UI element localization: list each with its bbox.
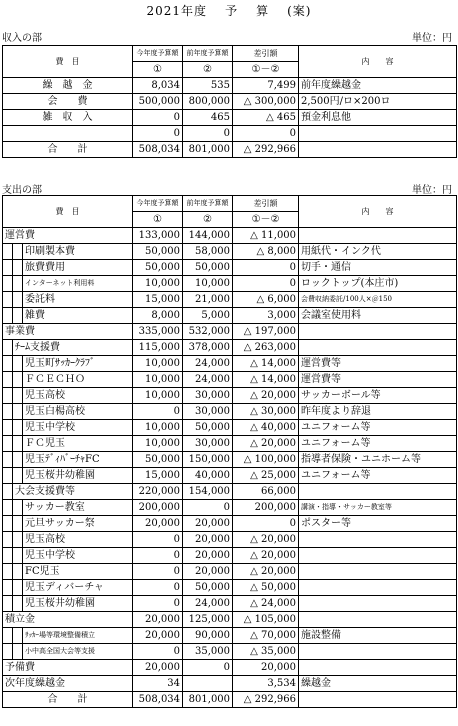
indent-cell xyxy=(13,468,23,484)
row-note: 施設整備 xyxy=(299,628,457,644)
table-row xyxy=(3,676,457,692)
expense-section-label: 支出の部 xyxy=(2,185,42,196)
row-diff: △ 6,000 xyxy=(233,292,299,308)
row-previous: 535 xyxy=(183,78,233,94)
row-note: 運営費等 xyxy=(299,372,457,388)
row-diff: 3,000 xyxy=(233,308,299,324)
row-note: ユニフォーム等 xyxy=(299,436,457,452)
row-diff: △ 8,000 xyxy=(233,244,299,260)
row-note: 会費収納委託/100人×＠150 xyxy=(299,292,457,308)
row-diff: △ 300,000 xyxy=(233,94,299,110)
table-row xyxy=(3,292,457,308)
header-diff: 差引額 xyxy=(233,196,299,212)
indent-cell xyxy=(3,628,13,644)
indent-cell xyxy=(3,420,13,436)
row-diff: △ 70,000 xyxy=(233,628,299,644)
table-row xyxy=(3,436,457,452)
row-current: 20,000 xyxy=(133,660,183,676)
table-row xyxy=(3,110,457,126)
row-current: 335,000 xyxy=(133,324,183,340)
table-row xyxy=(3,244,457,260)
row-current: 10,000 xyxy=(133,420,183,436)
row-current: 20,000 xyxy=(133,612,183,628)
income-table xyxy=(2,45,457,158)
row-diff: △ 20,000 xyxy=(233,548,299,564)
total-diff: △ 292,966 xyxy=(233,692,299,708)
row-diff: △ 25,000 xyxy=(233,468,299,484)
row-previous: 10,000 xyxy=(183,276,233,292)
row-note: 会議室使用料 xyxy=(299,308,457,324)
row-diff: 0 xyxy=(233,276,299,292)
table-row xyxy=(3,260,457,276)
row-previous: 154,000 xyxy=(183,484,233,500)
row-name: 会 費 xyxy=(3,94,133,110)
indent-cell xyxy=(3,404,13,420)
indent-cell xyxy=(13,452,23,468)
table-row xyxy=(3,388,457,404)
subheader-2: ①－② xyxy=(233,212,299,228)
row-previous: 50,000 xyxy=(183,260,233,276)
total-current: 508,034 xyxy=(133,142,183,158)
row-note: 昨年度より辞退 xyxy=(299,404,457,420)
row-diff: △ 14,000 xyxy=(233,372,299,388)
row-current: 10,000 xyxy=(133,388,183,404)
row-previous: 24,000 xyxy=(183,356,233,372)
indent-cell xyxy=(3,340,13,356)
table-row xyxy=(3,126,457,142)
row-note: 指導者保険・ユニホーム等 xyxy=(299,452,457,468)
indent-cell xyxy=(13,500,23,516)
row-diff: 0 xyxy=(233,516,299,532)
indent-cell xyxy=(3,500,13,516)
row-previous: 35,000 xyxy=(183,644,233,660)
indent-cell xyxy=(3,484,13,500)
row-diff: 20,000 xyxy=(233,660,299,676)
income-unit: 単位：円 xyxy=(412,33,452,44)
row-current: 50,000 xyxy=(133,452,183,468)
row-current: 0 xyxy=(133,644,183,660)
row-diff: △ 263,000 xyxy=(233,340,299,356)
row-note: ユニフォーム等 xyxy=(299,468,457,484)
row-current: 0 xyxy=(133,126,183,142)
indent-cell xyxy=(3,372,13,388)
row-previous: 90,000 xyxy=(183,628,233,644)
row-current: 8,000 xyxy=(133,308,183,324)
row-previous: 800,000 xyxy=(183,94,233,110)
row-current: 10,000 xyxy=(133,372,183,388)
table-row xyxy=(3,404,457,420)
row-name: FC児玉 xyxy=(23,564,133,580)
indent-cell xyxy=(13,420,23,436)
row-name: 委託料 xyxy=(23,292,133,308)
expense-unit: 単位：円 xyxy=(412,185,452,196)
row-diff: △ 20,000 xyxy=(233,388,299,404)
row-diff: △ 20,000 xyxy=(233,564,299,580)
row-previous: 465 xyxy=(183,110,233,126)
row-note xyxy=(299,548,457,564)
row-previous: 40,000 xyxy=(183,468,233,484)
row-current: 220,000 xyxy=(133,484,183,500)
row-diff: △ 30,000 xyxy=(233,404,299,420)
row-previous: 30,000 xyxy=(183,388,233,404)
row-current: 0 xyxy=(133,596,183,612)
row-diff: △ 20,000 xyxy=(233,436,299,452)
row-current: 20,000 xyxy=(133,628,183,644)
row-previous: 0 xyxy=(183,660,233,676)
total-label: 合 計 xyxy=(3,692,133,708)
row-note: ポスター等 xyxy=(299,516,457,532)
row-name: 運営費 xyxy=(3,228,133,244)
row-name: 事業費 xyxy=(3,324,133,340)
row-note: 預金利息他 xyxy=(299,110,457,126)
total-row xyxy=(3,692,457,708)
indent-cell xyxy=(3,260,13,276)
row-diff: 0 xyxy=(233,126,299,142)
indent-cell xyxy=(13,388,23,404)
table-row xyxy=(3,420,457,436)
row-previous xyxy=(183,676,233,692)
row-name: 積立金 xyxy=(3,612,133,628)
total-diff: △ 292,966 xyxy=(233,142,299,158)
row-previous: 50,000 xyxy=(183,420,233,436)
row-name: 児玉白楊高校 xyxy=(23,404,133,420)
row-current: 20,000 xyxy=(133,516,183,532)
row-current: 0 xyxy=(133,532,183,548)
table-row xyxy=(3,276,457,292)
row-note: サッカーボール等 xyxy=(299,388,457,404)
row-previous: 125,000 xyxy=(183,612,233,628)
expense-header-row xyxy=(3,196,457,212)
table-row xyxy=(3,340,457,356)
indent-cell xyxy=(3,308,13,324)
subheader-1: ② xyxy=(183,212,233,228)
indent-cell xyxy=(3,548,13,564)
row-note xyxy=(299,228,457,244)
header-previous: 前年度予算額 xyxy=(183,46,233,62)
row-previous: 24,000 xyxy=(183,596,233,612)
row-current: 34 xyxy=(133,676,183,692)
row-name: 児玉町ｻｯｶｰｸﾗﾌﾞ xyxy=(23,356,133,372)
table-row xyxy=(3,612,457,628)
row-diff: △ 40,000 xyxy=(233,420,299,436)
header-item: 費 目 xyxy=(3,196,133,228)
indent-cell xyxy=(13,276,23,292)
row-current: 133,000 xyxy=(133,228,183,244)
indent-cell xyxy=(3,564,13,580)
indent-cell xyxy=(13,308,23,324)
indent-cell xyxy=(13,436,23,452)
subheader-1: ② xyxy=(183,62,233,78)
total-label: 合 計 xyxy=(3,142,133,158)
indent-cell xyxy=(13,244,23,260)
indent-cell xyxy=(3,516,13,532)
row-diff: 66,000 xyxy=(233,484,299,500)
row-diff: 3,534 xyxy=(233,676,299,692)
income-section-label: 収入の部 xyxy=(2,33,42,44)
indent-cell xyxy=(13,532,23,548)
table-row xyxy=(3,468,457,484)
row-previous: 0 xyxy=(183,126,233,142)
table-row xyxy=(3,548,457,564)
row-note: 講演・指導・サッカー教室等 xyxy=(299,500,457,516)
indent-cell xyxy=(3,452,13,468)
indent-cell xyxy=(13,548,23,564)
subheader-0: ① xyxy=(133,62,183,78)
indent-cell xyxy=(13,292,23,308)
indent-cell xyxy=(3,436,13,452)
row-name: 児玉高校 xyxy=(23,532,133,548)
row-name: 児玉ディバーチャ xyxy=(23,580,133,596)
row-note xyxy=(299,564,457,580)
row-diff: △ 105,000 xyxy=(233,612,299,628)
row-previous: 58,000 xyxy=(183,244,233,260)
row-diff: 7,499 xyxy=(233,78,299,94)
indent-cell xyxy=(13,644,23,660)
table-row xyxy=(3,94,457,110)
row-current: 0 xyxy=(133,548,183,564)
row-previous: 50,000 xyxy=(183,580,233,596)
row-diff: △ 20,000 xyxy=(233,532,299,548)
table-row xyxy=(3,324,457,340)
subheader-2: ①－② xyxy=(233,62,299,78)
row-diff: △ 100,000 xyxy=(233,452,299,468)
indent-cell xyxy=(3,596,13,612)
table-row xyxy=(3,564,457,580)
row-diff: △ 197,000 xyxy=(233,324,299,340)
row-name: 児玉高校 xyxy=(23,388,133,404)
row-previous: 20,000 xyxy=(183,516,233,532)
table-row xyxy=(3,228,457,244)
indent-cell xyxy=(13,580,23,596)
row-note xyxy=(299,532,457,548)
row-name: 雑費 xyxy=(23,308,133,324)
row-note: 用紙代・インク代 xyxy=(299,244,457,260)
row-note: ユニフォーム等 xyxy=(299,420,457,436)
row-current: 10,000 xyxy=(133,436,183,452)
row-previous: 532,000 xyxy=(183,324,233,340)
row-diff: 0 xyxy=(233,260,299,276)
header-content: 内 容 xyxy=(299,196,457,228)
row-note xyxy=(299,612,457,628)
row-name: 児玉中学校 xyxy=(23,420,133,436)
row-current: 0 xyxy=(133,564,183,580)
row-name: ﾁｰﾑ支援費 xyxy=(13,340,133,356)
row-current: 50,000 xyxy=(133,260,183,276)
row-note xyxy=(299,660,457,676)
row-current: 10,000 xyxy=(133,356,183,372)
row-diff: △ 465 xyxy=(233,110,299,126)
row-note xyxy=(299,340,457,356)
row-previous: 20,000 xyxy=(183,564,233,580)
table-row xyxy=(3,644,457,660)
table-row xyxy=(3,596,457,612)
row-current: 115,000 xyxy=(133,340,183,356)
row-diff: △ 11,000 xyxy=(233,228,299,244)
indent-cell xyxy=(3,388,13,404)
row-note xyxy=(299,580,457,596)
indent-cell xyxy=(3,244,13,260)
header-current: 今年度予算額 xyxy=(133,46,183,62)
row-name: ＦＣ児玉 xyxy=(23,436,133,452)
indent-cell xyxy=(3,532,13,548)
row-name: 雑 収 入 xyxy=(3,110,133,126)
row-previous: 30,000 xyxy=(183,436,233,452)
row-previous: 30,000 xyxy=(183,404,233,420)
row-previous: 0 xyxy=(183,500,233,516)
document-title xyxy=(0,2,458,19)
row-name xyxy=(3,126,133,142)
table-row xyxy=(3,372,457,388)
indent-cell xyxy=(13,564,23,580)
row-note: 繰越金 xyxy=(299,676,457,692)
total-current: 508,034 xyxy=(133,692,183,708)
row-current: 500,000 xyxy=(133,94,183,110)
table-row xyxy=(3,452,457,468)
row-name: ｻｯｶｰ場等環境整備積立 xyxy=(23,628,133,644)
header-previous: 前年度予算額 xyxy=(183,196,233,212)
table-row xyxy=(3,532,457,548)
title-year: 2021年度 xyxy=(146,4,208,18)
table-row xyxy=(3,660,457,676)
title-char-1: 予 xyxy=(225,4,239,18)
row-name: 印刷製本費 xyxy=(23,244,133,260)
row-note: 前年度繰越金 xyxy=(299,78,457,94)
indent-cell xyxy=(13,260,23,276)
indent-cell xyxy=(13,628,23,644)
header-current: 今年度予算額 xyxy=(133,196,183,212)
indent-cell xyxy=(3,292,13,308)
row-note xyxy=(299,126,457,142)
table-row xyxy=(3,628,457,644)
total-note xyxy=(299,692,457,708)
row-current: 50,000 xyxy=(133,244,183,260)
total-row xyxy=(3,142,457,158)
indent-cell xyxy=(13,372,23,388)
row-diff: △ 35,000 xyxy=(233,644,299,660)
row-name: 予備費 xyxy=(3,660,133,676)
indent-cell xyxy=(13,356,23,372)
subheader-0: ① xyxy=(133,212,183,228)
row-diff: △ 24,000 xyxy=(233,596,299,612)
row-name: 児玉中学校 xyxy=(23,548,133,564)
row-previous: 144,000 xyxy=(183,228,233,244)
row-note: 運営費等 xyxy=(299,356,457,372)
row-previous: 21,000 xyxy=(183,292,233,308)
table-row xyxy=(3,78,457,94)
row-name: 児玉桜井幼稚園 xyxy=(23,596,133,612)
expense-table xyxy=(2,195,457,708)
row-previous: 378,000 xyxy=(183,340,233,356)
row-name: ＦＣＥＣＨＯ xyxy=(23,372,133,388)
table-row xyxy=(3,500,457,516)
total-previous: 801,000 xyxy=(183,692,233,708)
row-current: 0 xyxy=(133,580,183,596)
title-char-2: 算 xyxy=(256,4,270,18)
table-row xyxy=(3,516,457,532)
indent-cell xyxy=(13,404,23,420)
row-name: 児玉ﾃﾞｨﾊﾞｰﾁｬFC xyxy=(23,452,133,468)
header-content: 内 容 xyxy=(299,46,457,78)
header-item: 費 目 xyxy=(3,46,133,78)
row-diff: △ 14,000 xyxy=(233,356,299,372)
row-previous: 20,000 xyxy=(183,548,233,564)
row-note: ロックトップ(本庄市) xyxy=(299,276,457,292)
row-previous: 5,000 xyxy=(183,308,233,324)
row-current: 0 xyxy=(133,110,183,126)
row-current: 0 xyxy=(133,404,183,420)
indent-cell xyxy=(3,356,13,372)
table-row xyxy=(3,356,457,372)
table-row xyxy=(3,484,457,500)
row-note xyxy=(299,484,457,500)
table-row xyxy=(3,580,457,596)
row-name: 児玉桜井幼稚園 xyxy=(23,468,133,484)
header-diff: 差引額 xyxy=(233,46,299,62)
row-note xyxy=(299,596,457,612)
indent-cell xyxy=(13,516,23,532)
row-name: 大会支援費等 xyxy=(13,484,133,500)
row-name: 元旦サッカー祭 xyxy=(23,516,133,532)
row-note: 2,500円/ロ×200ロ xyxy=(299,94,457,110)
row-name: 繰 越 金 xyxy=(3,78,133,94)
row-current: 15,000 xyxy=(133,468,183,484)
row-note: 切手・通信 xyxy=(299,260,457,276)
row-name: 小中高全国大会等支援 xyxy=(23,644,133,660)
indent-cell xyxy=(3,468,13,484)
table-row xyxy=(3,308,457,324)
row-current: 15,000 xyxy=(133,292,183,308)
row-diff: 200,000 xyxy=(233,500,299,516)
row-name: 次年度繰越金 xyxy=(3,676,133,692)
row-current: 10,000 xyxy=(133,276,183,292)
row-name: インターネット利用料 xyxy=(23,276,133,292)
indent-cell xyxy=(13,596,23,612)
indent-cell xyxy=(3,644,13,660)
row-name: 旅費費用 xyxy=(23,260,133,276)
total-previous: 801,000 xyxy=(183,142,233,158)
row-diff: △ 50,000 xyxy=(233,580,299,596)
income-header-row xyxy=(3,46,457,62)
row-name: サッカー教室 xyxy=(23,500,133,516)
row-previous: 24,000 xyxy=(183,372,233,388)
row-previous: 150,000 xyxy=(183,452,233,468)
row-current: 200,000 xyxy=(133,500,183,516)
indent-cell xyxy=(3,580,13,596)
row-previous: 20,000 xyxy=(183,532,233,548)
title-char-3: (案) xyxy=(287,4,312,18)
row-note xyxy=(299,324,457,340)
total-note xyxy=(299,142,457,158)
row-note xyxy=(299,644,457,660)
row-current: 8,034 xyxy=(133,78,183,94)
indent-cell xyxy=(3,276,13,292)
